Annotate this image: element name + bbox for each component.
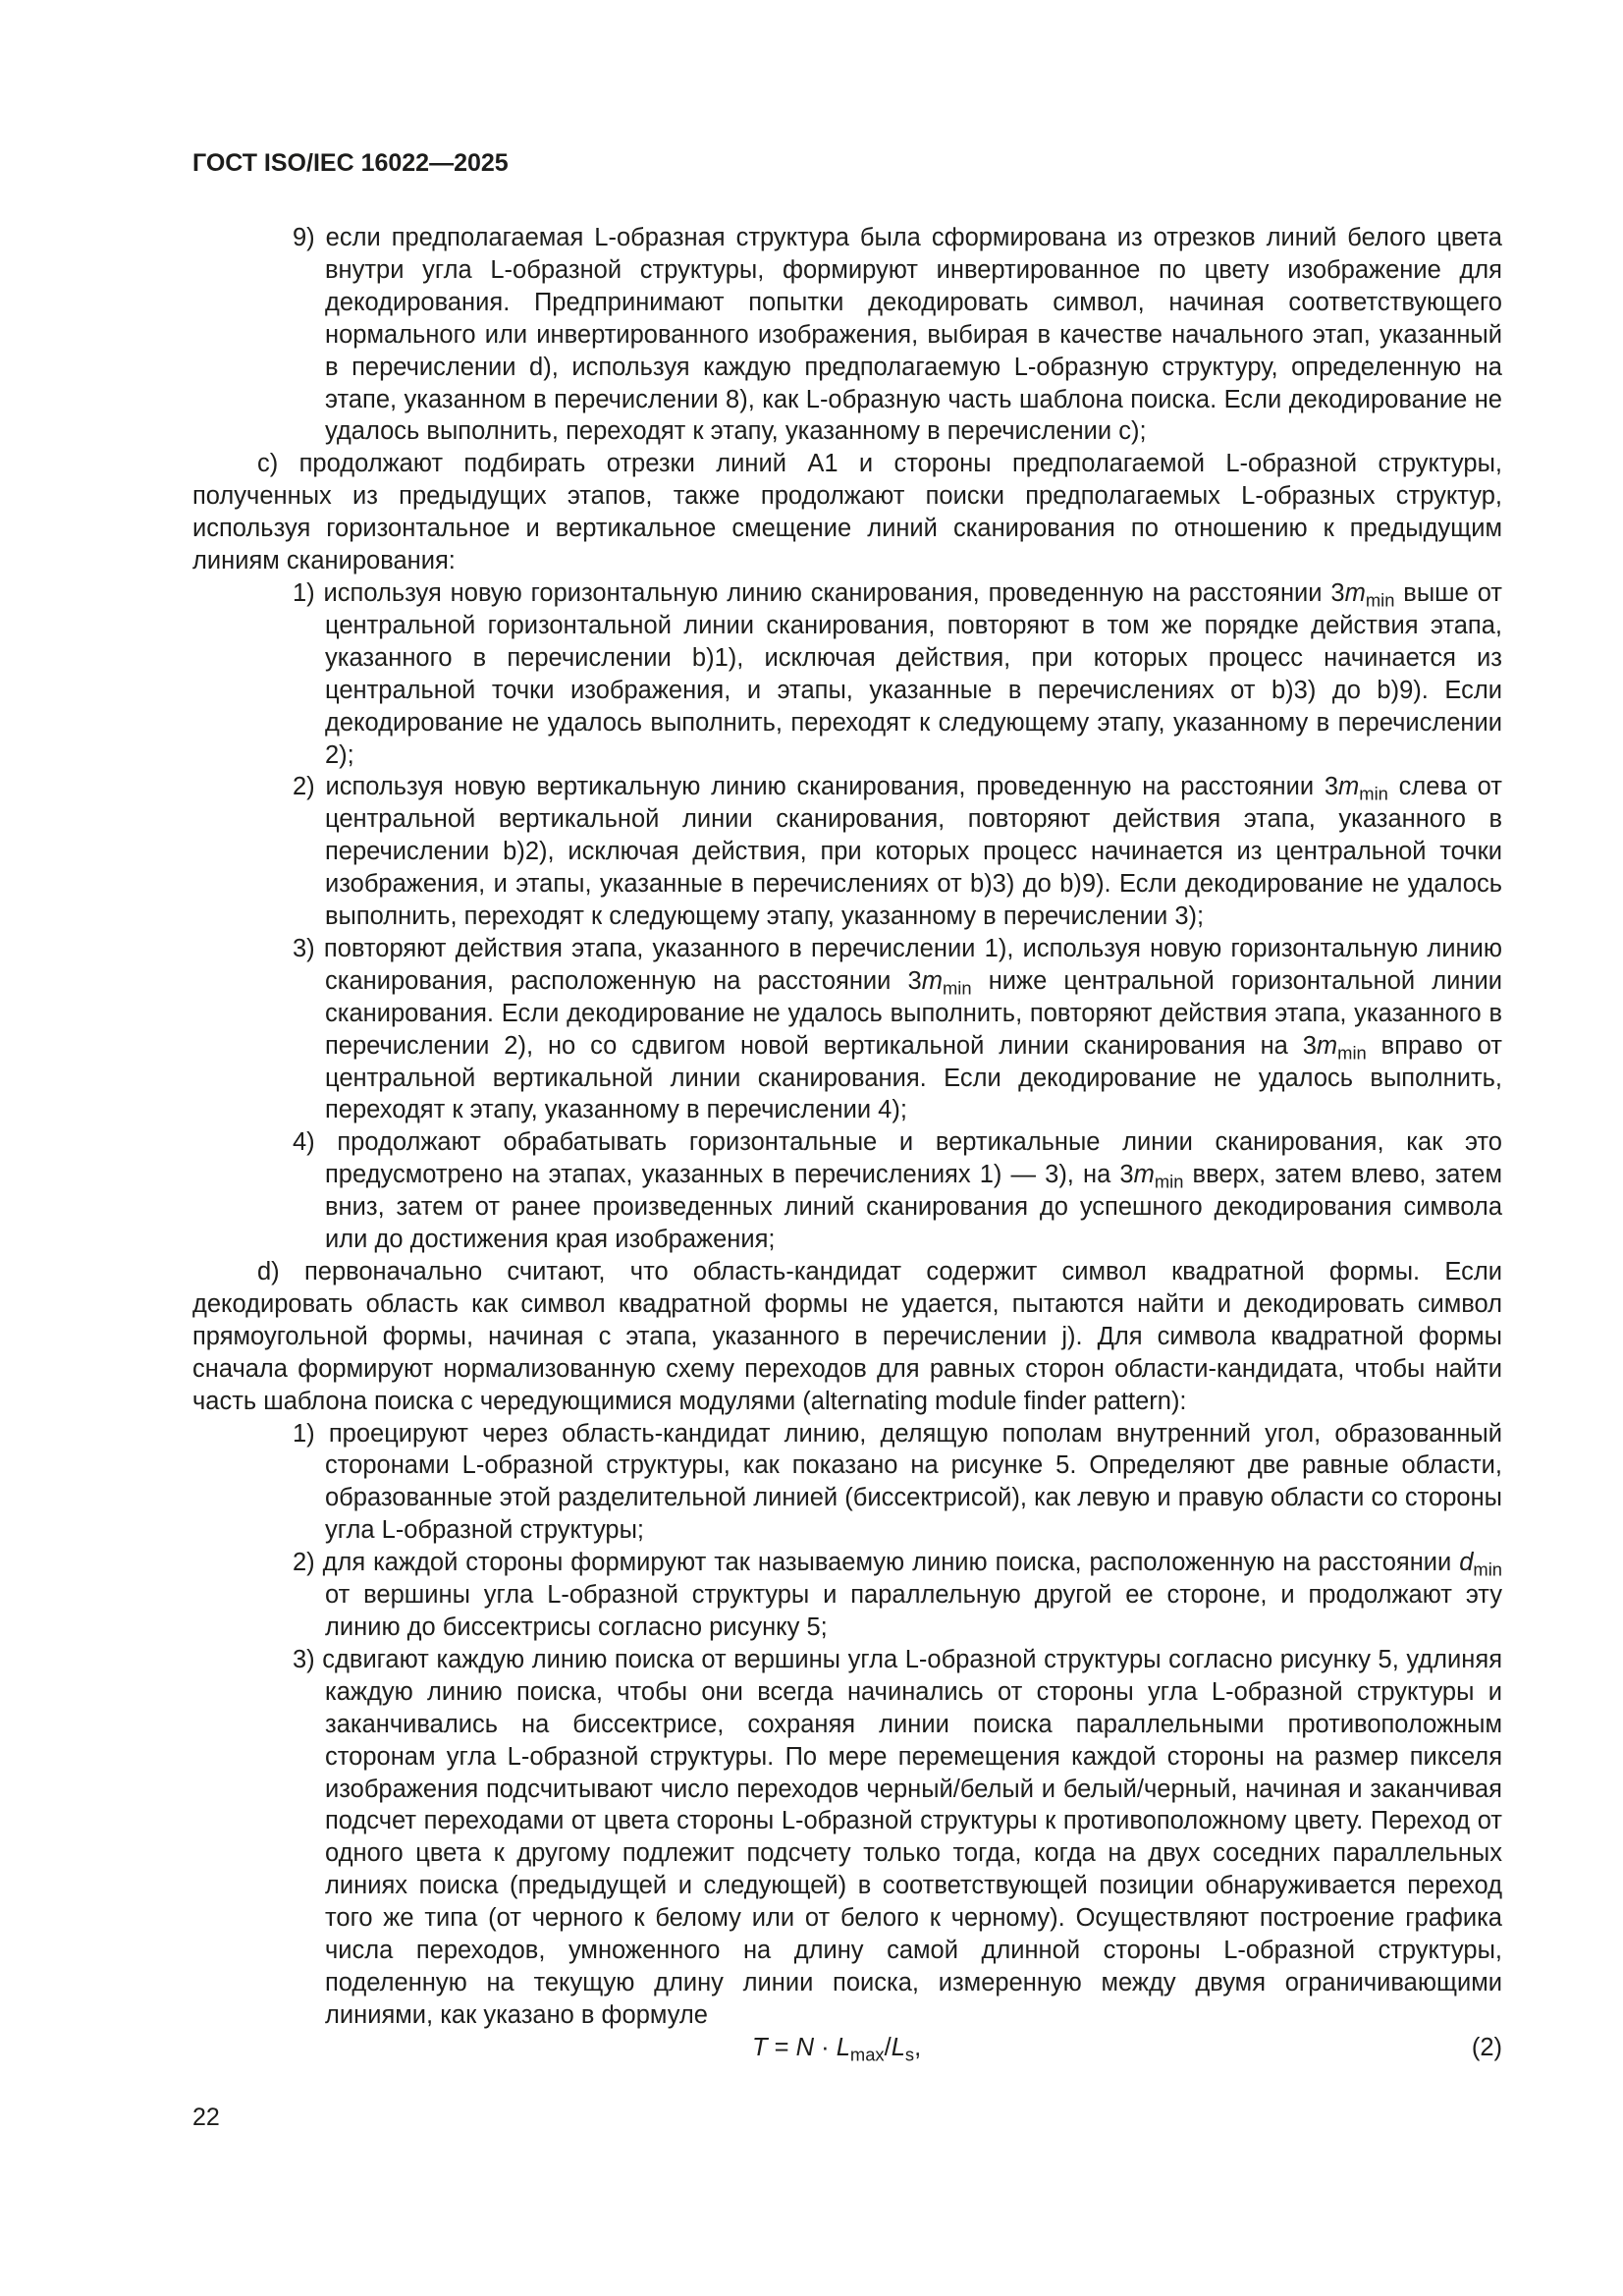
italic-symbol: d (1459, 1549, 1474, 1577)
subscript-text: min (1359, 783, 1388, 804)
formula-number: (2) (1471, 2033, 1502, 2061)
subscript-text: min (1365, 589, 1395, 611)
subscript-text: min (1473, 1558, 1502, 1580)
text-run: 3) сдвигают каждую линию поиска от вершины угла L-образной структуры согласно рисунку 5, удлиняя каждую линию поиска, чтобы они всегда начинались от стороны угла L-образной структуры и заканчивались на биссектрисе, сохраняя линии поиска параллельными противоположным сторонам угла L-образной структуры. По мере перемещения каждой стороны на размер пикселя изображения подсчитывают число переходов черный/белый и белый/черный, начиная и заканчивая подсчет переходами от цвета стороны L-образной структуры к противоположному цвету. Переход от одного цвета к другому подлежит подсчету только тогда, когда на двух соседних параллельных линиях поиска (предыдущей и следующей) в соответствующей позиции обнаруживается переход того же типа (от черного к белому или от белого к черному). Осуществляют построение графика числа переходов, умноженного на длину самой длинной стороны L-образной структуры, поделенную на текущую длину линии поиска, измеренную между двумя ограничивающими линиями, как указано в формуле (293, 1645, 1502, 2029)
list-item (192, 448, 1502, 577)
text-run: ниже центральной горизонтальной линии сканирования. Если декодирование не удалось выполнить, повторяют действия этапа, указанного в перечислении 2), но со сдвигом новой вертикальной линии сканирования на 3 (325, 966, 1502, 1060)
sub-list-item (192, 1126, 1502, 1256)
italic-symbol: m (1344, 578, 1366, 607)
text-run: от вершины угла L-образной структуры и параллельную другой ее стороне, и продолжают эту линию до биссектрисы согласно рисунку 5; (325, 1581, 1502, 1641)
text-run: 2) используя новую вертикальную линию сканирования, проведенную на расстоянии 3 (293, 773, 1339, 801)
text-run: 1) используя новую горизонтальную линию сканирования, проведенную на расстоянии 3 (293, 578, 1345, 607)
formula-expression (752, 2032, 921, 2064)
subscript-text: min (1154, 1171, 1184, 1192)
italic-symbol: T (752, 2033, 768, 2061)
text-run: 2) для каждой стороны формируют так называемую линию поиска, расположенную на расстоянии (293, 1549, 1460, 1577)
sub-list-item (192, 1418, 1502, 1548)
text-run: 3) повторяют действия этапа, указанного в перечислении 1), используя новую горизонтальную линию сканирования, расположенную на расстоянии 3 (293, 934, 1502, 995)
text-run: 4) продолжают обрабатывать горизонтальные и вертикальные линии сканирования, как это предусмотрено на этапах, указанных в перечислениях 1) — 3), на 3 (293, 1128, 1502, 1189)
text-run: · (814, 2033, 837, 2061)
subscript-text: min (942, 977, 972, 999)
italic-symbol: m (1338, 773, 1360, 801)
sub-list-item (192, 933, 1502, 1126)
sub-list-item (192, 1644, 1502, 2032)
text-run: d) первоначально считают, что область-кандидат содержит символ квадратной формы. Если декодировать область как символ квадратной формы не удается, пытаются найти и декодировать символ прямоугольной формы, начиная с этапа, указанного в перечислении j). Для символа квадратной формы сначала формируют нормализованную схему переходов для равных сторон области-кандидата, чтобы найти часть шаблона поиска с чередующимися модулями (alternating module finder pattern): (192, 1258, 1502, 1415)
text-run: / (884, 2033, 892, 2061)
sub-list-item (192, 577, 1502, 771)
italic-symbol: L (836, 2033, 850, 2061)
document-body (192, 222, 1502, 2064)
list-item (192, 1256, 1502, 1418)
text-run: выше от центральной горизонтальной линии сканирования, повторяют в том же порядке действия этапа, указанного в перечислении b)1), исключая действия, при которых процесс начинается из центральной точки изображения, и этапы, указанные в перечислениях от b)3) до b)9). Если декодирование не удалось выполнить, переходят к следующему этапу, указанному в перечислении 2); (325, 578, 1502, 769)
subscript-text: max (849, 2044, 885, 2065)
italic-symbol: L (891, 2033, 905, 2061)
page-number: 22 (192, 2104, 220, 2131)
text-run: , (914, 2033, 922, 2061)
page-header: ГОСТ ISO/IEC 16022—2025 (192, 149, 509, 177)
text-run: слева от центральной вертикальной линии сканирования, повторяют действия этапа, указанного в перечислении b)2), исключая действия, при которых процесс начинается из центральной точки изображения, и этапы, указанные в перечислениях от b)3) до b)9). Если декодирование не удалось выполнить, переходят к следующему этапу, указанному в перечислении 3); (325, 773, 1502, 931)
sub-list-item (192, 771, 1502, 933)
text-run: 1) проецируют через область-кандидат линию, делящую пополам внутренний угол, образованный сторонами L-образной структуры, как показано на рисунке 5. Определяют две равные области, образованные этой разделительной линией (биссектрисой), как левую и правую области со стороны угла L-образной структуры; (293, 1419, 1502, 1545)
sub-list-item (192, 222, 1502, 448)
italic-symbol: N (795, 2033, 815, 2061)
formula-line (192, 2032, 1502, 2064)
text-run: c) продолжают подбирать отрезки линий A1 и стороны предполагаемой L-образной структуры, полученных из предыдущих этапов, также продолжают поиски предполагаемых L-образных структур, используя горизонтальное и вертикальное смещение линий сканирования по отношению к предыдущим линиям сканирования: (192, 450, 1502, 575)
text-run: = (767, 2033, 796, 2061)
italic-symbol: m (921, 966, 943, 995)
subscript-text: s (904, 2044, 915, 2065)
text-run: вверх, затем влево, затем вниз, затем от ранее произведенных линий сканирования до успешного декодирования символа или до достижения края изображения; (325, 1161, 1502, 1254)
text-run: 9) если предполагаемая L-образная структура была сформирована из отрезков линий белого цвета внутри угла L-образной структуры, формируют инвертированное по цвету изображение для декодирования. Предпринимают попытки декодировать символ, начиная соответствующего нормального или инвертированного изображения, выбирая в качестве начального этап, указанный в перечислении d), используя каждую предполагаемую L-образную структуру, определенную на этапе, указанном в перечислении 8), как L-образную часть шаблона поиска. Если декодирование не удалось выполнить, переходят к этапу, указанному в перечислении c); (293, 224, 1502, 446)
italic-symbol: m (1316, 1031, 1338, 1060)
subscript-text: min (1337, 1042, 1367, 1064)
italic-symbol: m (1133, 1161, 1155, 1189)
sub-list-item (192, 1547, 1502, 1644)
text-run: вправо от центральной вертикальной линии сканирования. Если декодирование не удалось выполнить, переходят к этапу, указанному в перечислении 4); (325, 1031, 1502, 1124)
